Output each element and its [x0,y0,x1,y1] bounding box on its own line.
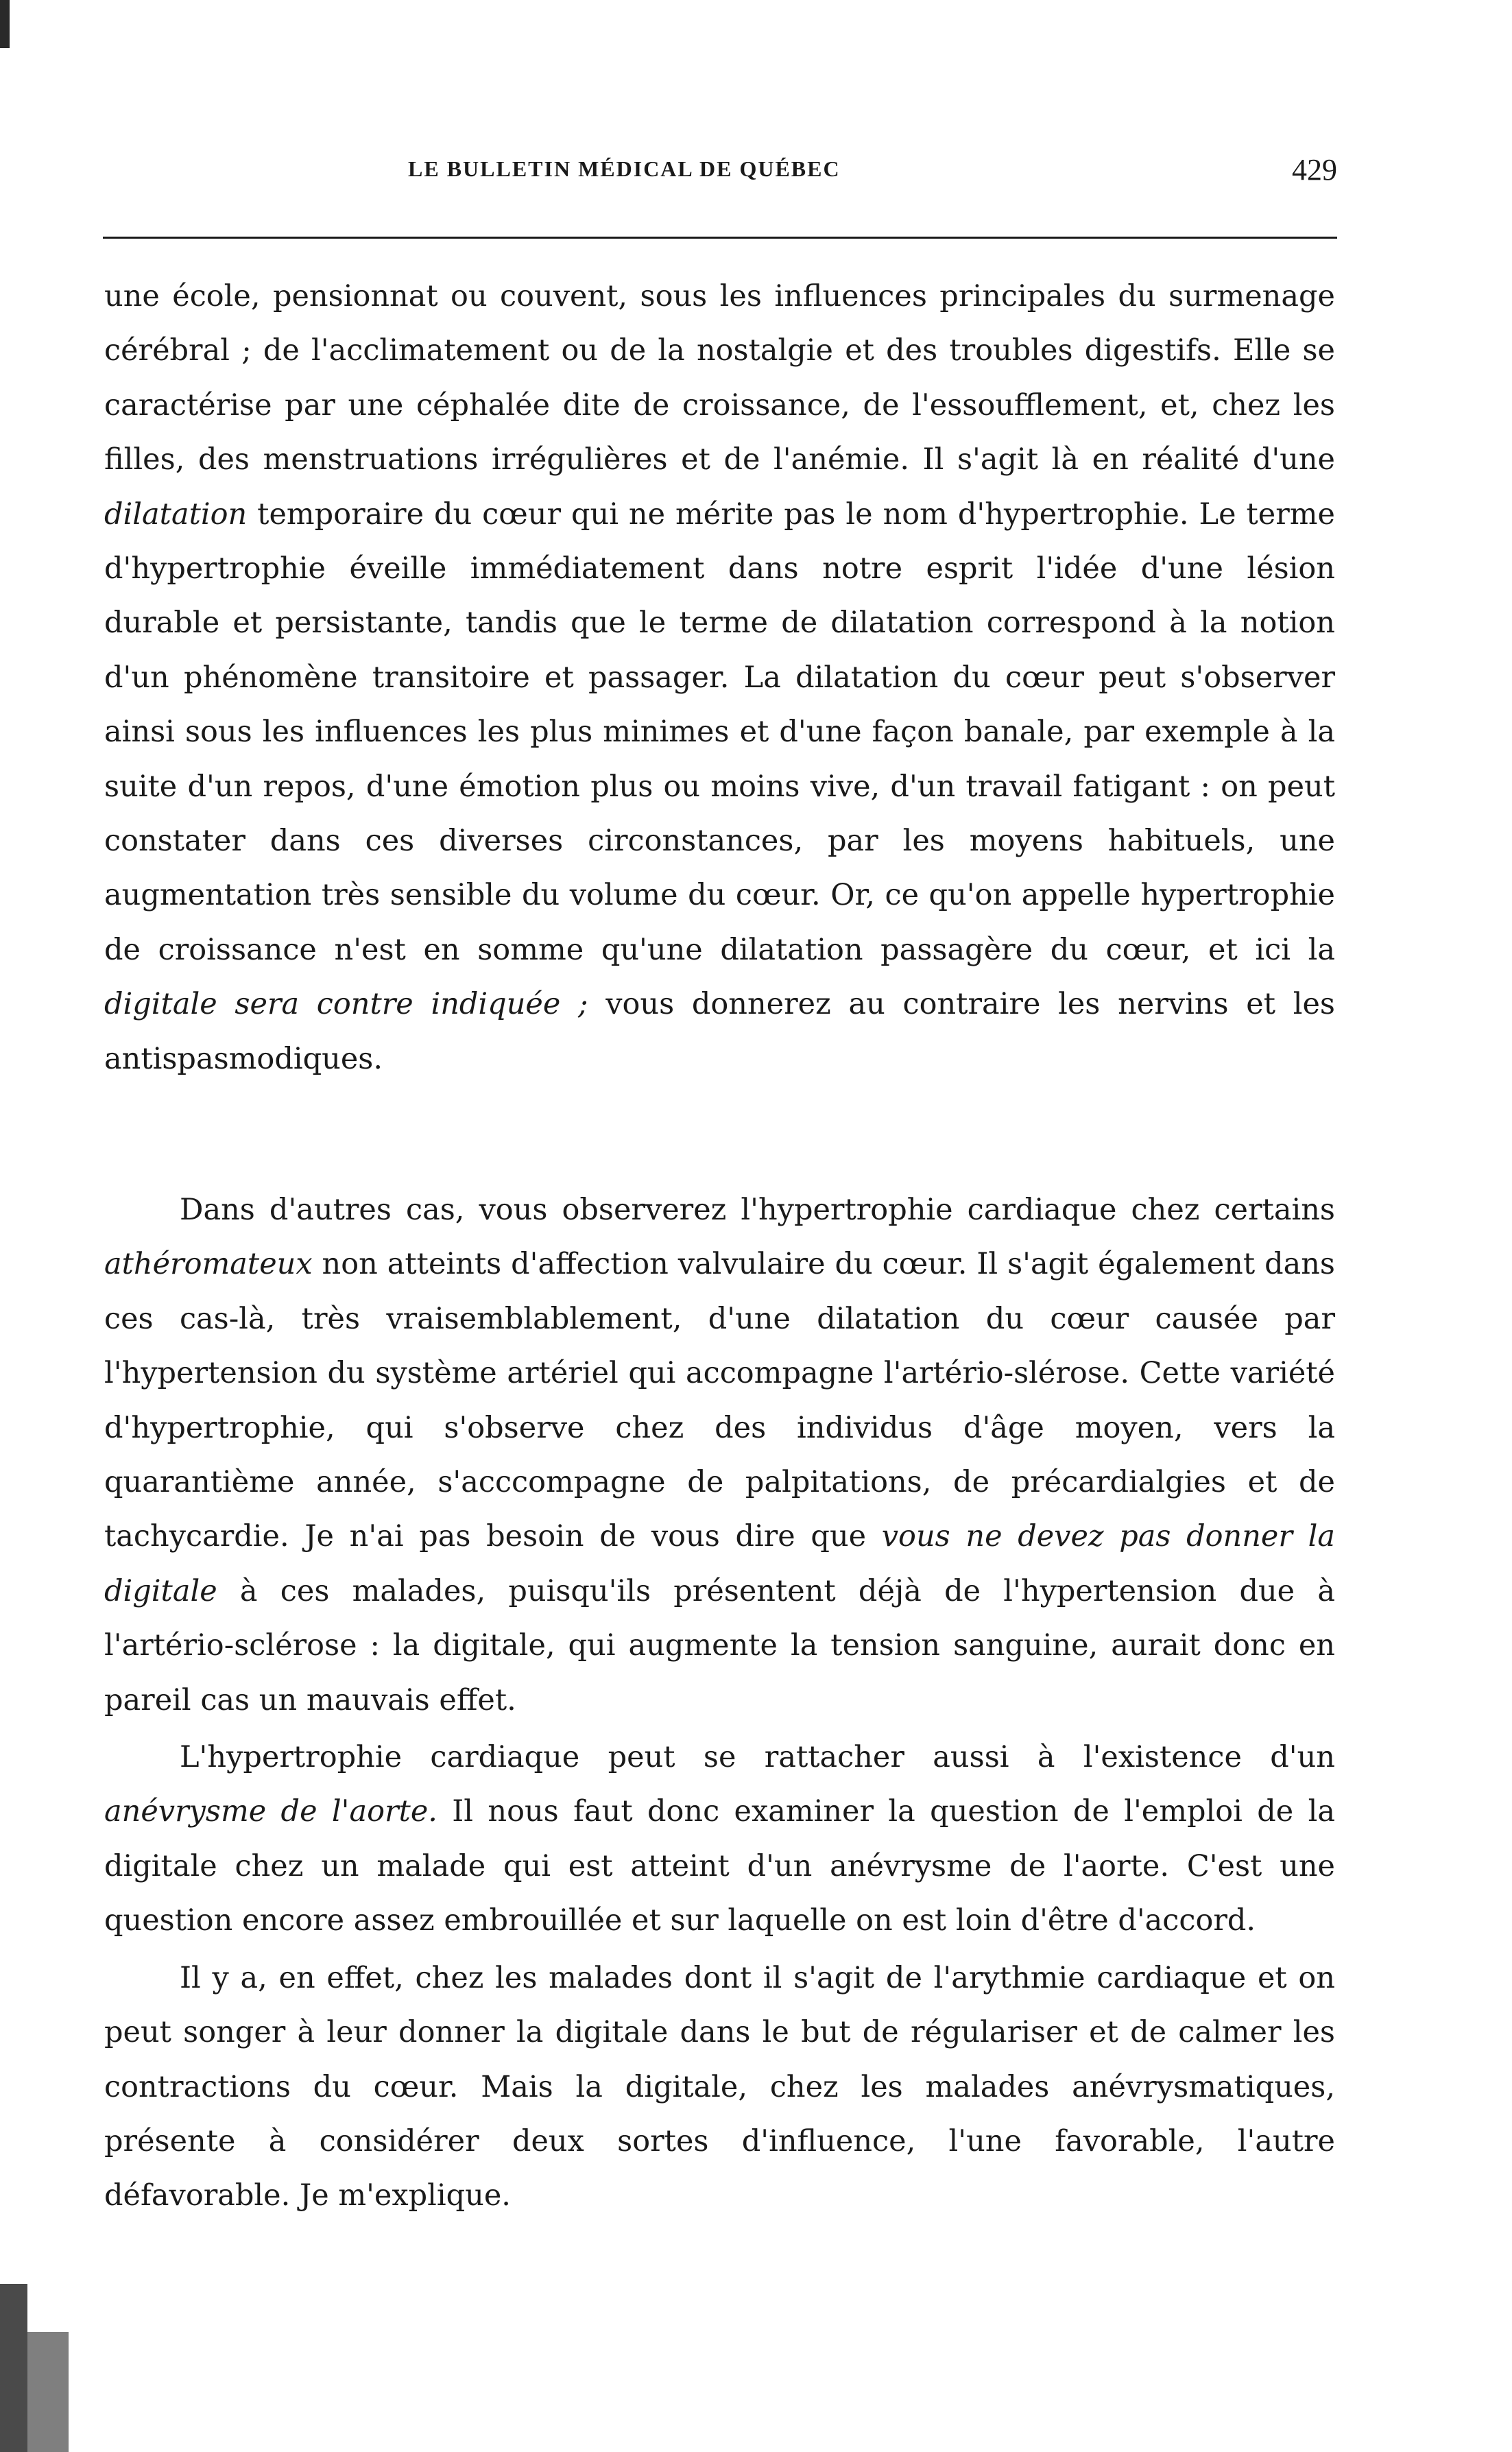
paragraph-3 [104,1730,1335,1949]
scan-edge-bottom [0,2284,27,2452]
text-run: L'hypertrophie cardiaque peut se rattacher aussi à l'existence d'un [180,1740,1335,1775]
italic-run: vous ne devez pas donner la digitale [104,1519,1335,1608]
text-run: une école, pensionnat ou couvent, sous les influences principales du surmenage cérébral ; de l'acclimatement ou de la nostalgie et des troubles digestifs. Elle se caractérise par une céphalée dite de croissance, de l'essoufflement, et, chez les filles, des menstruations irrégulières et de l'anémie. Il s'agit là en réalité d'une [104,279,1335,477]
paragraph-2 [104,1183,1335,1728]
paragraph-4 [104,1951,1335,2224]
paragraph-1 [104,270,1335,1086]
text-run: Il nous faut donc examiner la question de l'emploi de la digitale chez un malade qui est atteint d'un anévrysme de l'aorte. C'est une question encore assez embrouillée et sur laquelle on est loin d'être d'accord. [104,1794,1335,1938]
text-run: Il y a, en effet, chez les malades dont il s'agit de l'arythmie cardiaque et on peut songer à leur donner la digitale dans le but de régulariser et de calmer les contractions du cœur. Mais la digitale, chez les malades anévrysmatiques, présente à considérer deux sortes d'influence, l'une favorable, l'autre défavorable. Je m'explique. [104,1960,1335,2213]
page-number: 429 [1292,153,1337,187]
text-run: temporaire du cœur qui ne mérite pas le nom d'hypertrophie. Le terme d'hypertrophie éveille immédiatement dans notre esprit l'idée d'une lésion durable et persistante, tandis que le terme de dilatation correspond à la notion d'un phénomène transitoire et passager. La dilatation du cœur peut s'observer ainsi sous les influences les plus minimes et d'une façon banale, par exemple à la suite d'un repos, d'une émotion plus ou moins vive, d'un travail fatigant : on peut constater dans ces diverses circonstances, par les moyens habituels, une augmentation très sensible du volume du cœur. Or, ce qu'on appelle hypertrophie de croissance n'est en somme qu'une dilatation passagère du cœur, et ici la [104,497,1335,967]
italic-run: digitale sera contre indiquée ; [104,987,588,1022]
header-rule [103,237,1337,239]
text-run: Dans d'autres cas, vous observerez l'hypertrophie cardiaque chez certains [180,1193,1335,1227]
running-title: LE BULLETIN MÉDICAL DE QUÉBEC [408,156,841,181]
text-run: vous donnerez au contraire les nervins et les antispasmodiques. [104,987,1336,1076]
italic-run: dilatation [104,497,248,532]
paragraph-continued [104,270,1335,1086]
scan-edge-top [0,0,10,48]
italic-run: athéromateux [104,1247,313,1282]
scan-edge-bottom-inner [27,2332,69,2452]
italic-run: anévrysme de l'aorte. [104,1794,437,1829]
text-run: non atteints d'affection valvulaire du cœur. Il s'agit également dans ces cas-là, très vraisemblablement, d'une dilatation du cœur causée par l'hypertension du système artériel qui accompagne l'artério-slérose. Cette variété d'hypertrophie, qui s'observe chez des individus d'âge moyen, vers la quarantième année, s'acccompagne de palpitations, de précardialgies et de tachycardie. Je n'ai pas besoin de vous dire que [104,1247,1335,1554]
page-header [103,153,1337,198]
text-run: à ces malades, puisqu'ils présentent déjà de l'hypertension due à l'artério-sclérose : la digitale, qui augmente la tension sanguine, aurait donc en pareil cas un mauvais effet. [104,1573,1335,1717]
paragraph-block [104,1183,1335,2226]
